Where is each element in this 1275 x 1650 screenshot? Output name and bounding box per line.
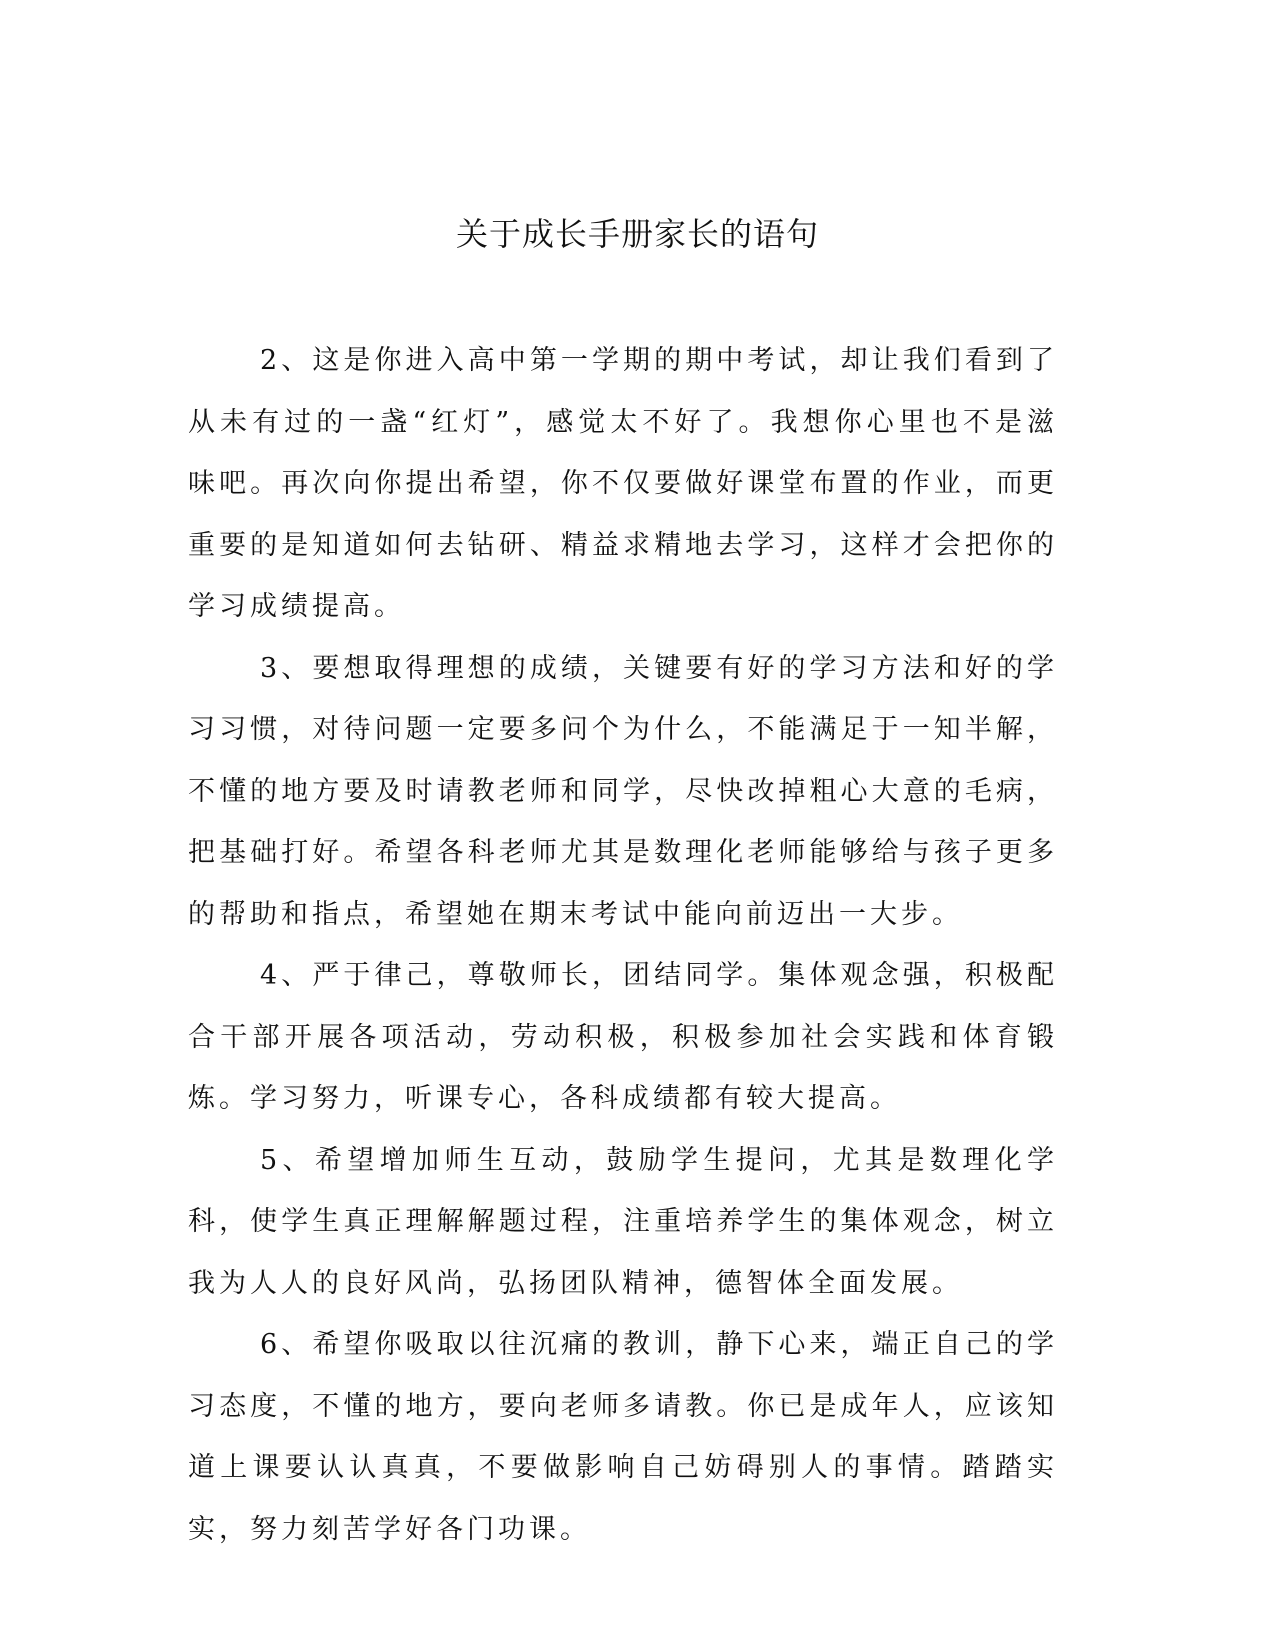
- paragraph-4: 4、严于律己，尊敬师长，团结同学。集体观念强，积极配合干部开展各项活动，劳动积极，积极参加社会实践和体育锻炼。学习努力，听课专心，各科成绩都有较大提高。: [188, 960, 1058, 1114]
- paragraph-2: 2、这是你进入高中第一学期的期中考试，却让我们看到了从未有过的一盏“红灯”，感觉太不好了。我想你心里也不是滋味吧。再次向你提出希望，你不仅要做好课堂布置的作业，而更重要的是知道如何去钻研、精益求精地去学习，这样才会把你的学习成绩提高。: [188, 345, 1058, 622]
- document-title: 关于成长手册家长的语句: [455, 215, 819, 253]
- paragraph-6: 6、希望你吸取以往沉痛的教训，静下心来，端正自己的学习态度，不懂的地方，要向老师多请教。你已是成年人，应该知道上课要认认真真，不要做影响自己妨碍别人的事情。踏踏实实，努力刻苦学好各门功课。: [188, 1329, 1058, 1545]
- document-body: [188, 330, 1058, 1560]
- paragraph-5: 5、希望增加师生互动，鼓励学生提问，尤其是数理化学科，使学生真正理解解题过程，注重培养学生的集体观念，树立我为人人的良好风尚，弘扬团队精神，德智体全面发展。: [188, 1144, 1058, 1299]
- paragraph-3: 3、要想取得理想的成绩，关键要有好的学习方法和好的学习习惯，对待问题一定要多问个为什么，不能满足于一知半解，不懂的地方要及时请教老师和同学，尽快改掉粗心大意的毛病，把基础打好。希望各科老师尤其是数理化老师能够给与孩子更多的帮助和指点，希望她在期末考试中能向前迈出一大步。: [188, 652, 1058, 930]
